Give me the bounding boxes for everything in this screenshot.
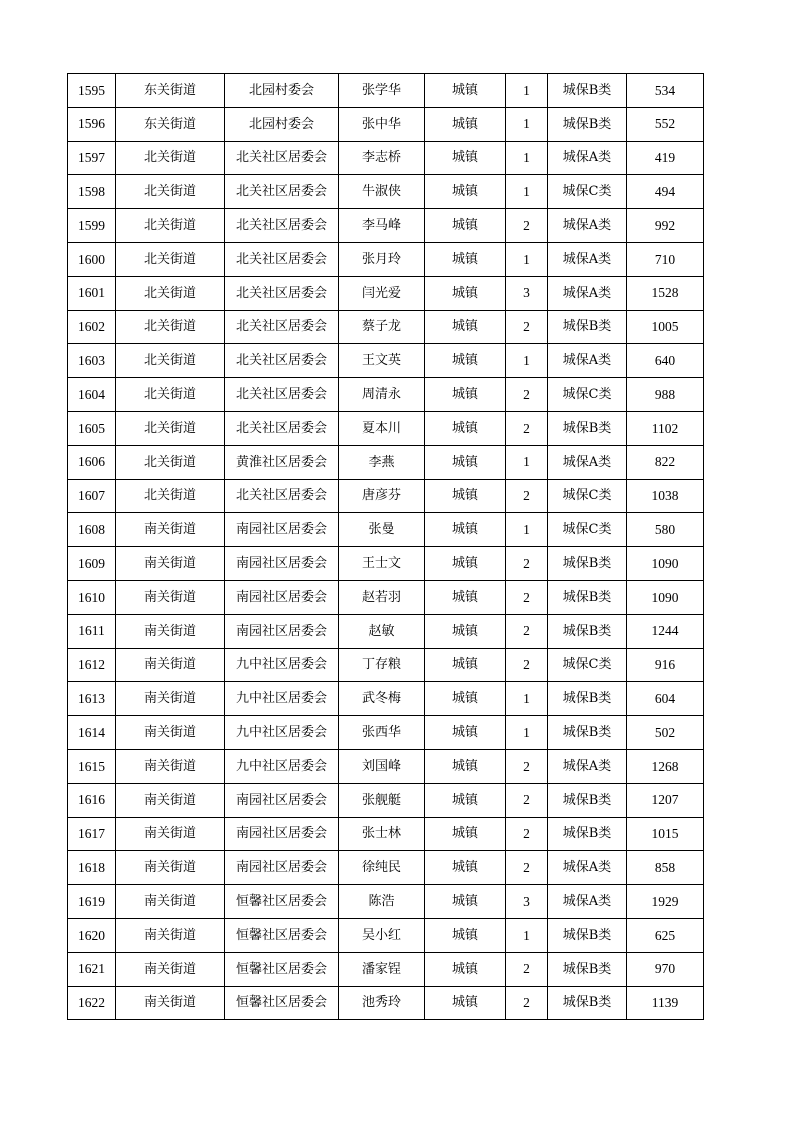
table-row bbox=[68, 175, 704, 209]
table-row bbox=[68, 580, 704, 614]
household-type-cell: 城镇 bbox=[425, 918, 506, 952]
insurance-category-cell: 城保B类 bbox=[548, 547, 627, 581]
amount-cell: 1090 bbox=[627, 580, 704, 614]
household-type-cell: 城镇 bbox=[425, 242, 506, 276]
name-cell: 闫光爱 bbox=[339, 276, 425, 310]
subdistrict-cell: 北关街道 bbox=[116, 141, 225, 175]
community-cell: 北关社区居委会 bbox=[225, 141, 339, 175]
serial-number-cell: 1604 bbox=[68, 378, 116, 412]
table-row bbox=[68, 716, 704, 750]
household-type-cell: 城镇 bbox=[425, 276, 506, 310]
amount-cell: 1102 bbox=[627, 411, 704, 445]
subdistrict-cell: 北关街道 bbox=[116, 242, 225, 276]
community-cell: 北关社区居委会 bbox=[225, 175, 339, 209]
name-cell: 张舰艇 bbox=[339, 783, 425, 817]
insurance-category-cell: 城保A类 bbox=[548, 141, 627, 175]
household-size-cell: 3 bbox=[506, 885, 548, 919]
household-type-cell: 城镇 bbox=[425, 310, 506, 344]
table-row bbox=[68, 513, 704, 547]
serial-number-cell: 1619 bbox=[68, 885, 116, 919]
amount-cell: 1207 bbox=[627, 783, 704, 817]
name-cell: 张中华 bbox=[339, 107, 425, 141]
household-type-cell: 城镇 bbox=[425, 682, 506, 716]
amount-cell: 916 bbox=[627, 648, 704, 682]
community-cell: 南园社区居委会 bbox=[225, 817, 339, 851]
table-row bbox=[68, 885, 704, 919]
household-type-cell: 城镇 bbox=[425, 716, 506, 750]
household-type-cell: 城镇 bbox=[425, 817, 506, 851]
household-size-cell: 1 bbox=[506, 682, 548, 716]
amount-cell: 502 bbox=[627, 716, 704, 750]
community-cell: 南园社区居委会 bbox=[225, 580, 339, 614]
household-type-cell: 城镇 bbox=[425, 580, 506, 614]
insurance-category-cell: 城保B类 bbox=[548, 614, 627, 648]
household-size-cell: 1 bbox=[506, 918, 548, 952]
community-cell: 北关社区居委会 bbox=[225, 276, 339, 310]
subdistrict-cell: 北关街道 bbox=[116, 445, 225, 479]
subdistrict-cell: 南关街道 bbox=[116, 817, 225, 851]
community-cell: 黄淮社区居委会 bbox=[225, 445, 339, 479]
name-cell: 陈浩 bbox=[339, 885, 425, 919]
serial-number-cell: 1603 bbox=[68, 344, 116, 378]
subdistrict-cell: 东关街道 bbox=[116, 74, 225, 108]
table-row bbox=[68, 682, 704, 716]
amount-cell: 988 bbox=[627, 378, 704, 412]
insurance-category-cell: 城保B类 bbox=[548, 107, 627, 141]
household-size-cell: 2 bbox=[506, 580, 548, 614]
serial-number-cell: 1595 bbox=[68, 74, 116, 108]
household-type-cell: 城镇 bbox=[425, 107, 506, 141]
household-size-cell: 2 bbox=[506, 986, 548, 1020]
household-type-cell: 城镇 bbox=[425, 783, 506, 817]
household-type-cell: 城镇 bbox=[425, 141, 506, 175]
insurance-category-cell: 城保B类 bbox=[548, 682, 627, 716]
name-cell: 唐彦芬 bbox=[339, 479, 425, 513]
name-cell: 王士文 bbox=[339, 547, 425, 581]
name-cell: 蔡子龙 bbox=[339, 310, 425, 344]
insurance-category-cell: 城保B类 bbox=[548, 580, 627, 614]
household-size-cell: 2 bbox=[506, 783, 548, 817]
subdistrict-cell: 南关街道 bbox=[116, 648, 225, 682]
household-size-cell: 2 bbox=[506, 749, 548, 783]
amount-cell: 1139 bbox=[627, 986, 704, 1020]
insurance-category-cell: 城保A类 bbox=[548, 242, 627, 276]
household-size-cell: 1 bbox=[506, 242, 548, 276]
table-row bbox=[68, 851, 704, 885]
household-size-cell: 1 bbox=[506, 716, 548, 750]
serial-number-cell: 1607 bbox=[68, 479, 116, 513]
household-size-cell: 2 bbox=[506, 614, 548, 648]
name-cell: 张曼 bbox=[339, 513, 425, 547]
table-body bbox=[68, 74, 704, 1020]
name-cell: 张月玲 bbox=[339, 242, 425, 276]
community-cell: 南园社区居委会 bbox=[225, 851, 339, 885]
community-cell: 北关社区居委会 bbox=[225, 479, 339, 513]
table-row bbox=[68, 378, 704, 412]
name-cell: 吴小红 bbox=[339, 918, 425, 952]
serial-number-cell: 1610 bbox=[68, 580, 116, 614]
household-type-cell: 城镇 bbox=[425, 209, 506, 243]
subdistrict-cell: 南关街道 bbox=[116, 716, 225, 750]
household-type-cell: 城镇 bbox=[425, 614, 506, 648]
serial-number-cell: 1612 bbox=[68, 648, 116, 682]
name-cell: 张士林 bbox=[339, 817, 425, 851]
table-row bbox=[68, 74, 704, 108]
household-size-cell: 2 bbox=[506, 479, 548, 513]
insurance-category-cell: 城保B类 bbox=[548, 74, 627, 108]
name-cell: 张学华 bbox=[339, 74, 425, 108]
community-cell: 恒馨社区居委会 bbox=[225, 986, 339, 1020]
amount-cell: 640 bbox=[627, 344, 704, 378]
household-type-cell: 城镇 bbox=[425, 74, 506, 108]
household-size-cell: 1 bbox=[506, 141, 548, 175]
amount-cell: 992 bbox=[627, 209, 704, 243]
amount-cell: 1015 bbox=[627, 817, 704, 851]
amount-cell: 858 bbox=[627, 851, 704, 885]
subdistrict-cell: 南关街道 bbox=[116, 851, 225, 885]
serial-number-cell: 1616 bbox=[68, 783, 116, 817]
community-cell: 北关社区居委会 bbox=[225, 378, 339, 412]
household-type-cell: 城镇 bbox=[425, 749, 506, 783]
amount-cell: 1528 bbox=[627, 276, 704, 310]
table-row bbox=[68, 107, 704, 141]
household-type-cell: 城镇 bbox=[425, 175, 506, 209]
table-row bbox=[68, 749, 704, 783]
insurance-category-cell: 城保A类 bbox=[548, 276, 627, 310]
household-type-cell: 城镇 bbox=[425, 648, 506, 682]
serial-number-cell: 1614 bbox=[68, 716, 116, 750]
amount-cell: 970 bbox=[627, 952, 704, 986]
name-cell: 潘家锃 bbox=[339, 952, 425, 986]
subdistrict-cell: 东关街道 bbox=[116, 107, 225, 141]
table-row bbox=[68, 918, 704, 952]
table-row bbox=[68, 242, 704, 276]
household-size-cell: 2 bbox=[506, 378, 548, 412]
amount-cell: 604 bbox=[627, 682, 704, 716]
household-size-cell: 2 bbox=[506, 851, 548, 885]
household-type-cell: 城镇 bbox=[425, 344, 506, 378]
amount-cell: 419 bbox=[627, 141, 704, 175]
serial-number-cell: 1599 bbox=[68, 209, 116, 243]
household-type-cell: 城镇 bbox=[425, 513, 506, 547]
serial-number-cell: 1617 bbox=[68, 817, 116, 851]
community-cell: 北园村委会 bbox=[225, 74, 339, 108]
table-row bbox=[68, 209, 704, 243]
serial-number-cell: 1618 bbox=[68, 851, 116, 885]
name-cell: 张西华 bbox=[339, 716, 425, 750]
subdistrict-cell: 南关街道 bbox=[116, 952, 225, 986]
name-cell: 李马峰 bbox=[339, 209, 425, 243]
serial-number-cell: 1605 bbox=[68, 411, 116, 445]
table-row bbox=[68, 783, 704, 817]
amount-cell: 1038 bbox=[627, 479, 704, 513]
insurance-category-cell: 城保C类 bbox=[548, 479, 627, 513]
serial-number-cell: 1606 bbox=[68, 445, 116, 479]
community-cell: 南园社区居委会 bbox=[225, 547, 339, 581]
allowance-table bbox=[67, 73, 704, 1020]
insurance-category-cell: 城保B类 bbox=[548, 817, 627, 851]
household-size-cell: 1 bbox=[506, 513, 548, 547]
amount-cell: 534 bbox=[627, 74, 704, 108]
amount-cell: 822 bbox=[627, 445, 704, 479]
community-cell: 恒馨社区居委会 bbox=[225, 885, 339, 919]
insurance-category-cell: 城保B类 bbox=[548, 716, 627, 750]
name-cell: 刘国峰 bbox=[339, 749, 425, 783]
insurance-category-cell: 城保A类 bbox=[548, 749, 627, 783]
community-cell: 恒馨社区居委会 bbox=[225, 918, 339, 952]
amount-cell: 580 bbox=[627, 513, 704, 547]
table-row bbox=[68, 547, 704, 581]
community-cell: 北关社区居委会 bbox=[225, 411, 339, 445]
table-row bbox=[68, 986, 704, 1020]
community-cell: 北关社区居委会 bbox=[225, 344, 339, 378]
serial-number-cell: 1600 bbox=[68, 242, 116, 276]
insurance-category-cell: 城保A类 bbox=[548, 885, 627, 919]
household-size-cell: 1 bbox=[506, 175, 548, 209]
amount-cell: 1005 bbox=[627, 310, 704, 344]
subdistrict-cell: 北关街道 bbox=[116, 175, 225, 209]
community-cell: 九中社区居委会 bbox=[225, 648, 339, 682]
amount-cell: 1929 bbox=[627, 885, 704, 919]
table-row bbox=[68, 817, 704, 851]
table-row bbox=[68, 479, 704, 513]
table-row bbox=[68, 952, 704, 986]
subdistrict-cell: 北关街道 bbox=[116, 378, 225, 412]
subdistrict-cell: 南关街道 bbox=[116, 682, 225, 716]
serial-number-cell: 1596 bbox=[68, 107, 116, 141]
subdistrict-cell: 北关街道 bbox=[116, 344, 225, 378]
insurance-category-cell: 城保A类 bbox=[548, 851, 627, 885]
serial-number-cell: 1620 bbox=[68, 918, 116, 952]
name-cell: 武冬梅 bbox=[339, 682, 425, 716]
household-size-cell: 1 bbox=[506, 74, 548, 108]
insurance-category-cell: 城保B类 bbox=[548, 310, 627, 344]
serial-number-cell: 1608 bbox=[68, 513, 116, 547]
name-cell: 李燕 bbox=[339, 445, 425, 479]
insurance-category-cell: 城保B类 bbox=[548, 918, 627, 952]
household-size-cell: 1 bbox=[506, 344, 548, 378]
community-cell: 九中社区居委会 bbox=[225, 749, 339, 783]
subdistrict-cell: 南关街道 bbox=[116, 580, 225, 614]
subdistrict-cell: 北关街道 bbox=[116, 276, 225, 310]
community-cell: 北关社区居委会 bbox=[225, 209, 339, 243]
insurance-category-cell: 城保C类 bbox=[548, 175, 627, 209]
household-type-cell: 城镇 bbox=[425, 479, 506, 513]
serial-number-cell: 1611 bbox=[68, 614, 116, 648]
name-cell: 牛淑侠 bbox=[339, 175, 425, 209]
amount-cell: 625 bbox=[627, 918, 704, 952]
serial-number-cell: 1621 bbox=[68, 952, 116, 986]
name-cell: 周清永 bbox=[339, 378, 425, 412]
household-type-cell: 城镇 bbox=[425, 445, 506, 479]
insurance-category-cell: 城保B类 bbox=[548, 411, 627, 445]
name-cell: 赵若羽 bbox=[339, 580, 425, 614]
name-cell: 丁存粮 bbox=[339, 648, 425, 682]
subdistrict-cell: 北关街道 bbox=[116, 411, 225, 445]
table-row bbox=[68, 411, 704, 445]
household-type-cell: 城镇 bbox=[425, 986, 506, 1020]
serial-number-cell: 1622 bbox=[68, 986, 116, 1020]
community-cell: 九中社区居委会 bbox=[225, 716, 339, 750]
table-row bbox=[68, 310, 704, 344]
subdistrict-cell: 南关街道 bbox=[116, 783, 225, 817]
name-cell: 王文英 bbox=[339, 344, 425, 378]
subdistrict-cell: 南关街道 bbox=[116, 749, 225, 783]
name-cell: 夏本川 bbox=[339, 411, 425, 445]
table-row bbox=[68, 141, 704, 175]
community-cell: 南园社区居委会 bbox=[225, 513, 339, 547]
household-size-cell: 2 bbox=[506, 952, 548, 986]
name-cell: 池秀玲 bbox=[339, 986, 425, 1020]
table-row bbox=[68, 648, 704, 682]
serial-number-cell: 1601 bbox=[68, 276, 116, 310]
serial-number-cell: 1615 bbox=[68, 749, 116, 783]
community-cell: 南园社区居委会 bbox=[225, 783, 339, 817]
household-type-cell: 城镇 bbox=[425, 378, 506, 412]
insurance-category-cell: 城保C类 bbox=[548, 378, 627, 412]
insurance-category-cell: 城保A类 bbox=[548, 344, 627, 378]
serial-number-cell: 1613 bbox=[68, 682, 116, 716]
household-type-cell: 城镇 bbox=[425, 952, 506, 986]
community-cell: 北园村委会 bbox=[225, 107, 339, 141]
subdistrict-cell: 南关街道 bbox=[116, 547, 225, 581]
insurance-category-cell: 城保A类 bbox=[548, 209, 627, 243]
serial-number-cell: 1598 bbox=[68, 175, 116, 209]
household-type-cell: 城镇 bbox=[425, 851, 506, 885]
household-type-cell: 城镇 bbox=[425, 885, 506, 919]
amount-cell: 710 bbox=[627, 242, 704, 276]
table-row bbox=[68, 276, 704, 310]
household-size-cell: 1 bbox=[506, 445, 548, 479]
insurance-category-cell: 城保C类 bbox=[548, 513, 627, 547]
amount-cell: 1090 bbox=[627, 547, 704, 581]
household-type-cell: 城镇 bbox=[425, 547, 506, 581]
subdistrict-cell: 北关街道 bbox=[116, 479, 225, 513]
household-size-cell: 3 bbox=[506, 276, 548, 310]
community-cell: 北关社区居委会 bbox=[225, 242, 339, 276]
household-size-cell: 2 bbox=[506, 209, 548, 243]
amount-cell: 1244 bbox=[627, 614, 704, 648]
subdistrict-cell: 南关街道 bbox=[116, 986, 225, 1020]
community-cell: 北关社区居委会 bbox=[225, 310, 339, 344]
household-size-cell: 1 bbox=[506, 107, 548, 141]
community-cell: 九中社区居委会 bbox=[225, 682, 339, 716]
insurance-category-cell: 城保B类 bbox=[548, 986, 627, 1020]
insurance-category-cell: 城保C类 bbox=[548, 648, 627, 682]
subdistrict-cell: 北关街道 bbox=[116, 310, 225, 344]
household-size-cell: 2 bbox=[506, 547, 548, 581]
subdistrict-cell: 南关街道 bbox=[116, 885, 225, 919]
subdistrict-cell: 南关街道 bbox=[116, 513, 225, 547]
table-row bbox=[68, 344, 704, 378]
community-cell: 南园社区居委会 bbox=[225, 614, 339, 648]
insurance-category-cell: 城保B类 bbox=[548, 952, 627, 986]
name-cell: 徐纯民 bbox=[339, 851, 425, 885]
name-cell: 赵敏 bbox=[339, 614, 425, 648]
name-cell: 李志桥 bbox=[339, 141, 425, 175]
household-size-cell: 2 bbox=[506, 817, 548, 851]
subdistrict-cell: 北关街道 bbox=[116, 209, 225, 243]
amount-cell: 552 bbox=[627, 107, 704, 141]
serial-number-cell: 1597 bbox=[68, 141, 116, 175]
community-cell: 恒馨社区居委会 bbox=[225, 952, 339, 986]
subdistrict-cell: 南关街道 bbox=[116, 614, 225, 648]
serial-number-cell: 1602 bbox=[68, 310, 116, 344]
serial-number-cell: 1609 bbox=[68, 547, 116, 581]
table-row bbox=[68, 614, 704, 648]
household-size-cell: 2 bbox=[506, 411, 548, 445]
household-size-cell: 2 bbox=[506, 310, 548, 344]
amount-cell: 1268 bbox=[627, 749, 704, 783]
subdistrict-cell: 南关街道 bbox=[116, 918, 225, 952]
household-type-cell: 城镇 bbox=[425, 411, 506, 445]
household-size-cell: 2 bbox=[506, 648, 548, 682]
insurance-category-cell: 城保B类 bbox=[548, 783, 627, 817]
insurance-category-cell: 城保A类 bbox=[548, 445, 627, 479]
table-row bbox=[68, 445, 704, 479]
amount-cell: 494 bbox=[627, 175, 704, 209]
